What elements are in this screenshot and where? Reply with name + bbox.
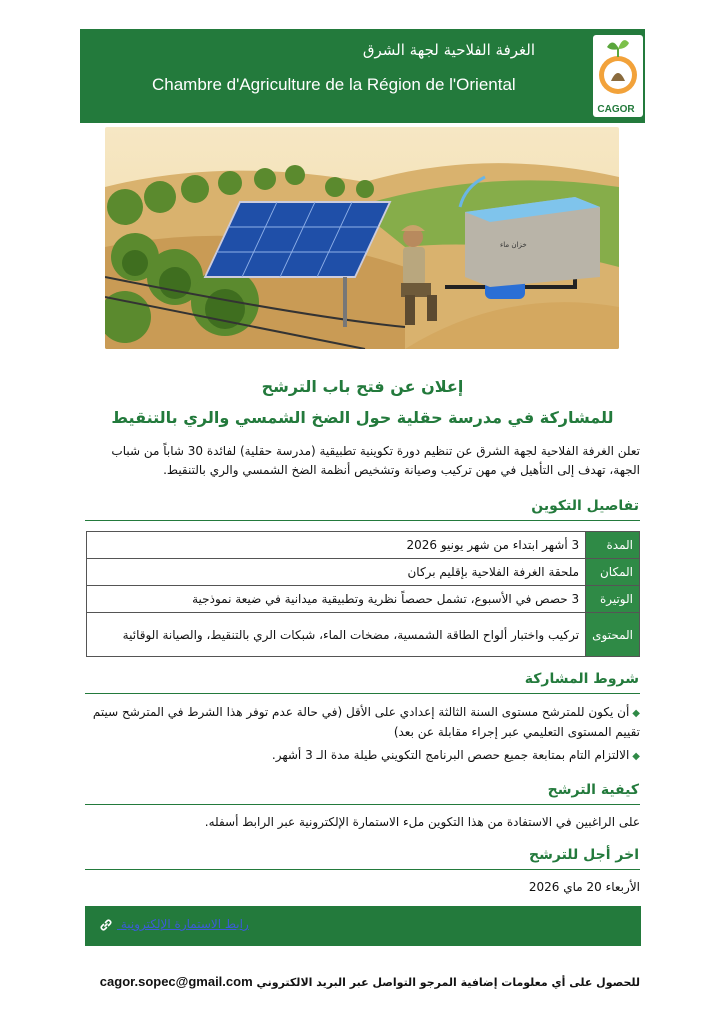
solar-irrigation-illustration <box>105 127 619 349</box>
row-value: تركيب واختبار ألواح الطاقة الشمسية، مضخات الماء، شبكات الري بالتنقيط، والصيانة الوقائية <box>87 613 586 657</box>
row-label: المدة <box>586 532 640 559</box>
announcement-subtitle: للمشاركة في مدرسة حقلية حول الضخ الشمسي والري بالتنقيط <box>111 408 614 427</box>
form-link-bar <box>85 906 641 946</box>
cagor-logo <box>593 35 643 117</box>
section-divider <box>85 804 640 805</box>
announcement-title: إعلان عن فتح باب الترشح <box>261 377 464 396</box>
table-row <box>87 613 640 657</box>
link-text[interactable]: رابط الاستمارة الإلكترونية <box>120 917 249 931</box>
logo-emblem-icon <box>593 35 643 103</box>
row-label: الوتيرة <box>586 586 640 613</box>
footer-text: للحصول على أي معلومات إضافية المرجو التواصل عبر البريد الالكتروني <box>256 976 640 989</box>
footer-contact <box>60 974 640 989</box>
table-row <box>87 559 640 586</box>
condition-item <box>85 746 640 766</box>
condition-item <box>85 703 640 742</box>
section-title-training-details: تفاصيل التكوين <box>531 498 639 514</box>
form-link[interactable] <box>99 917 249 932</box>
training-details-table <box>86 531 640 657</box>
diamond-bullet-icon: ◆ <box>632 708 640 719</box>
chain-link-icon[interactable] <box>99 918 113 932</box>
tank-label: خزان ماء <box>500 241 527 249</box>
row-value: ملحقة الغرفة الفلاحية بإقليم بركان <box>87 559 586 586</box>
row-value: 3 حصص في الأسبوع، تشمل حصصاً نظرية وتطبيقية ميدانية في ضيعة نموذجية <box>87 586 586 613</box>
header-title-ar: الغرفة الفلاحية لجهة الشرق <box>362 41 535 59</box>
table-row <box>87 586 640 613</box>
row-value: 3 أشهر ابتداء من شهر يونيو 2026 <box>87 532 586 559</box>
section-title-conditions: شروط المشاركة <box>524 671 639 687</box>
deadline-date: الأربعاء 20 ماي 2026 <box>528 880 640 894</box>
row-label: المكان <box>586 559 640 586</box>
section-divider <box>85 693 640 694</box>
header-banner <box>80 29 645 123</box>
section-title-deadline: اخر أجل للترشح <box>529 847 639 863</box>
section-divider <box>85 869 640 870</box>
logo-text: CAGOR <box>597 104 635 115</box>
section-title-how-to-apply: كيفية الترشح <box>547 782 639 798</box>
header-title-fr: Chambre d'Agriculture de la Région de l'Oriental <box>152 75 516 94</box>
condition-text: أن يكون للمترشح مستوى السنة الثالثة إعدادي على الأقل (في حالة عدم توفر هذا الشرط في المترشح سيتم تقييم المستوى التعليمي عبر إجراء مقابلة عن بعد) <box>92 705 640 739</box>
intro-paragraph: تعلن الغرفة الفلاحية لجهة الشرق عن تنظيم دورة تكوينية تطبيقية (مدرسة حقلية) لفائدة 30 شاباً من شباب الجهة، تهدف إلى التأهيل في مهن تركيب وصيانة وتشخيص أنظمة الضخ الشمسي والري بالتنقيط. <box>111 444 640 477</box>
footer-email[interactable]: cagor.sopec@gmail.com <box>99 974 253 989</box>
section-divider <box>85 520 640 521</box>
row-label: المحتوى <box>586 613 640 657</box>
diamond-bullet-icon: ◆ <box>632 751 640 762</box>
condition-text: الالتزام التام بمتابعة جميع حصص البرنامج التكويني طيلة مدة الـ 3 أشهر. <box>271 748 630 762</box>
table-row <box>87 532 640 559</box>
how-to-apply-text: على الراغبين في الاستفادة من هذا التكوين ملء الاستمارة الإلكترونية عبر الرابط أسفله. <box>204 815 640 829</box>
